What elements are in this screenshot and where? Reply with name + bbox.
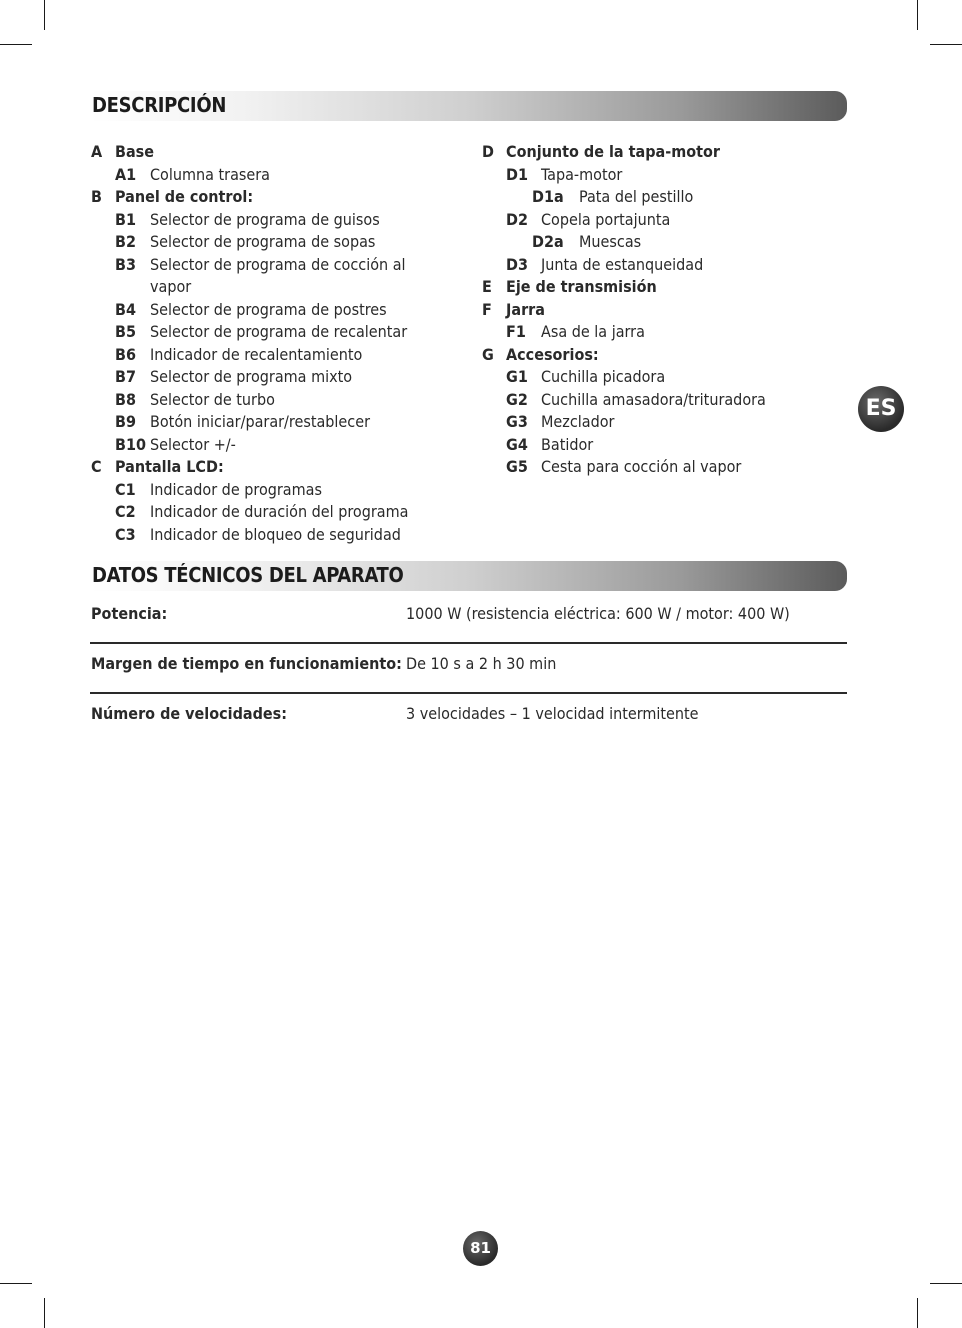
- description-item: [91, 524, 461, 547]
- description-item: [482, 299, 852, 322]
- description-item: [91, 254, 461, 277]
- item-text: Copela portajunta: [541, 209, 671, 229]
- description-item: [482, 389, 852, 412]
- item-text: Selector de turbo: [150, 389, 275, 409]
- item-text: Botón iniciar/parar/restablecer: [150, 412, 370, 431]
- description-item: [482, 254, 852, 277]
- description-item: [482, 209, 852, 232]
- language-badge: ES: [858, 386, 904, 432]
- description-item: [482, 411, 852, 434]
- description-item: [91, 389, 461, 412]
- item-text: Panel de control:: [115, 187, 254, 206]
- descripcion-title: DESCRIPCIÓN: [92, 93, 227, 117]
- item-code: C1: [115, 479, 136, 499]
- crop-mark: [44, 0, 45, 30]
- tech-row-margen: [90, 642, 847, 694]
- tech-row-velocidades: [90, 692, 847, 742]
- item-code: D: [482, 142, 494, 161]
- item-text: Accesorios:: [506, 344, 599, 364]
- description-item: [482, 321, 852, 344]
- item-text: Cuchilla amasadora/trituradora: [541, 389, 766, 409]
- description-item: [482, 141, 852, 164]
- crop-mark: [917, 0, 918, 30]
- item-text: Indicador de programas: [150, 479, 322, 499]
- item-code: C2: [115, 502, 136, 521]
- description-item: [482, 456, 852, 479]
- tech-label: Margen de tiempo en funcionamiento:: [91, 654, 402, 673]
- description-item: [482, 434, 852, 457]
- item-text: Mezclador: [541, 412, 615, 431]
- item-text: Jarra: [506, 299, 545, 319]
- item-text: Selector de programa mixto: [150, 367, 353, 386]
- tech-label: Número de velocidades:: [91, 704, 287, 723]
- item-text: Pantalla LCD:: [115, 457, 224, 476]
- item-text: Selector de programa de sopas: [150, 232, 376, 251]
- item-code: G2: [506, 389, 528, 409]
- description-item: [91, 456, 461, 479]
- item-text: Eje de transmisión: [506, 277, 657, 296]
- tech-label: Potencia:: [91, 604, 168, 623]
- item-text: Cesta para cocción al vapor: [541, 457, 742, 476]
- description-item: [91, 209, 461, 232]
- item-code: D1: [506, 164, 528, 184]
- item-text: Columna trasera: [150, 164, 270, 184]
- item-code: D2: [506, 209, 528, 229]
- description-item: [91, 299, 461, 322]
- item-code: G3: [506, 412, 528, 431]
- description-item: [482, 186, 852, 209]
- item-code: B8: [115, 389, 136, 409]
- item-text: Selector de programa de guisos: [150, 209, 380, 229]
- description-item: [91, 141, 461, 164]
- description-item: [91, 344, 461, 367]
- description-item: [91, 501, 461, 524]
- item-code: G: [482, 344, 494, 364]
- description-item: [91, 231, 461, 254]
- item-text: Conjunto de la tapa-motor: [506, 142, 720, 161]
- item-code: D2a: [532, 232, 564, 251]
- crop-mark: [930, 1283, 962, 1284]
- item-text: Asa de la jarra: [541, 322, 645, 341]
- item-text: vapor: [150, 277, 192, 296]
- description-item: [91, 411, 461, 434]
- item-code: D3: [506, 254, 528, 274]
- item-code: B6: [115, 344, 136, 364]
- item-code: F: [482, 299, 492, 319]
- description-left-column: [91, 141, 461, 546]
- item-code: B3: [115, 254, 136, 274]
- crop-mark: [917, 1298, 918, 1328]
- tech-row-potencia: [90, 592, 847, 644]
- description-item: [91, 434, 461, 457]
- item-code: B10: [115, 434, 146, 454]
- description-item: [482, 366, 852, 389]
- item-code: E: [482, 277, 492, 296]
- item-text: Selector +/-: [150, 434, 236, 454]
- description-item: [482, 344, 852, 367]
- item-code: D1a: [532, 187, 564, 206]
- item-text: Pata del pestillo: [579, 187, 694, 206]
- item-code: B1: [115, 209, 136, 229]
- item-code: B: [91, 187, 102, 206]
- tech-value: De 10 s a 2 h 30 min: [406, 654, 557, 673]
- description-item: [91, 366, 461, 389]
- item-code: B5: [115, 322, 136, 341]
- page-number: 81: [463, 1231, 498, 1266]
- description-item: [482, 231, 852, 254]
- crop-mark: [44, 1298, 45, 1328]
- item-code: G1: [506, 367, 528, 386]
- item-code: A: [91, 142, 103, 161]
- item-text: Tapa-motor: [541, 164, 623, 184]
- description-item: [91, 276, 461, 299]
- item-text: Batidor: [541, 434, 594, 454]
- item-code: B4: [115, 299, 136, 319]
- item-text: Indicador de duración del programa: [150, 502, 409, 521]
- item-text: Indicador de recalentamiento: [150, 344, 363, 364]
- item-code: G4: [506, 434, 528, 454]
- item-text: Selector de programa de recalentar: [150, 322, 408, 341]
- item-code: F1: [506, 322, 526, 341]
- item-text: Muescas: [579, 232, 642, 251]
- item-text: Selector de programa de postres: [150, 299, 387, 319]
- item-code: B2: [115, 232, 136, 251]
- description-item: [482, 276, 852, 299]
- description-item: [91, 479, 461, 502]
- item-code: B9: [115, 412, 136, 431]
- description-item: [91, 164, 461, 187]
- item-text: Junta de estanqueidad: [541, 254, 704, 274]
- item-code: C: [91, 457, 102, 476]
- tech-value: 3 velocidades – 1 velocidad intermitente: [406, 704, 699, 723]
- item-code: B7: [115, 367, 136, 386]
- description-item: [91, 186, 461, 209]
- datos-tecnicos-title: DATOS TÉCNICOS DEL APARATO: [92, 563, 404, 587]
- description-item: [91, 321, 461, 344]
- item-text: Cuchilla picadora: [541, 367, 666, 386]
- crop-mark: [930, 44, 962, 45]
- item-code: C3: [115, 524, 136, 544]
- item-text: Indicador de bloqueo de seguridad: [150, 524, 401, 544]
- description-right-column: [482, 141, 852, 479]
- crop-mark: [0, 1283, 32, 1284]
- item-code: G5: [506, 457, 528, 476]
- crop-mark: [0, 44, 32, 45]
- item-code: A1: [115, 164, 137, 184]
- item-text: Base: [115, 142, 155, 161]
- description-item: [482, 164, 852, 187]
- item-text: Selector de programa de cocción al: [150, 254, 406, 274]
- tech-value: 1000 W (resistencia eléctrica: 600 W / motor: 400 W): [406, 604, 790, 623]
